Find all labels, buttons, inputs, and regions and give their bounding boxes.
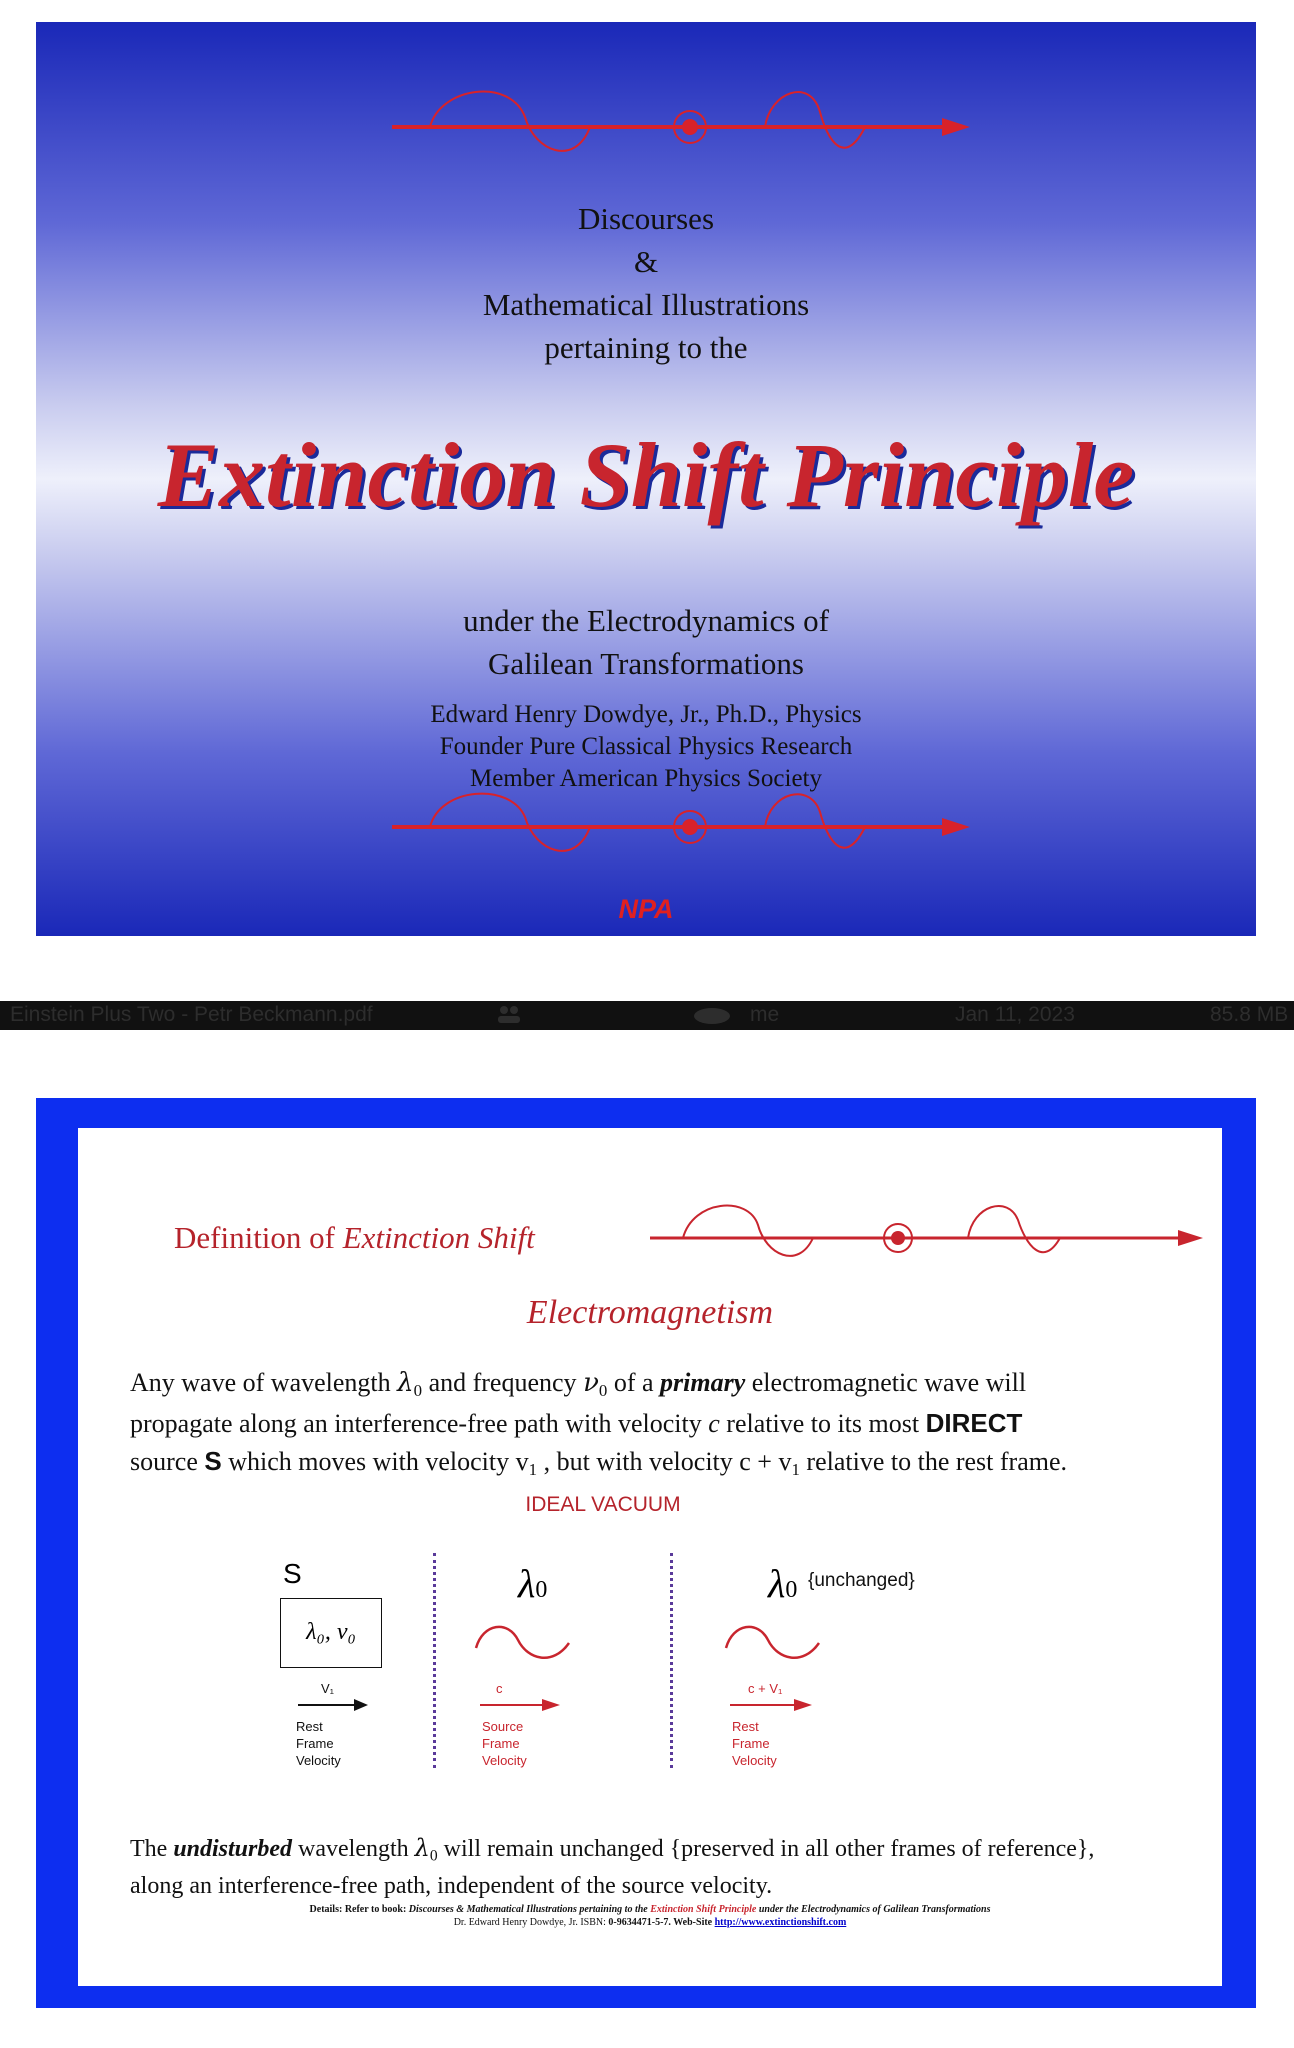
subscript-zero: 0 [785, 1577, 798, 1603]
subscript-one: 1 [791, 1460, 800, 1479]
text-fragment: source [130, 1447, 205, 1476]
c-plus-v1-arrow [730, 1698, 812, 1712]
heading-prefix: Definition of [174, 1220, 343, 1255]
author-name: Edward Henry Dowdye, Jr., Ph.D., Physics [430, 701, 862, 728]
text-fragment: electromagnetic wave will [745, 1368, 1027, 1397]
subscript-zero: 0 [598, 1381, 608, 1400]
text-fragment: relative to the rest frame. [799, 1447, 1068, 1476]
text-fragment: Refer to book: [342, 1904, 409, 1915]
label-line: Source [482, 1719, 524, 1734]
details-footnote [78, 1903, 1222, 1929]
c-plus-v-symbol: c + v [739, 1447, 792, 1476]
text-fragment: Extinction Shift Principle [650, 1904, 757, 1915]
footnote-line-2 [78, 1916, 1222, 1929]
text-fragment: will remain unchanged {preserved in all other frames of reference}, [437, 1836, 1095, 1862]
v1-arrow [298, 1698, 368, 1712]
rest-frame-label [296, 1718, 341, 1769]
source-letter: S [283, 1558, 302, 1589]
text-fragment: , but with velocity [537, 1447, 740, 1476]
details-label: Details: [309, 1904, 343, 1915]
c-symbol: c [708, 1409, 720, 1438]
direct-emphasis: DIRECT [925, 1408, 1023, 1438]
intro-line-4: pertaining to the [544, 330, 748, 365]
slide-heading [174, 1220, 535, 1256]
file-list-row[interactable] [0, 1001, 1294, 1030]
author-affiliation-2: Member American Physics Society [469, 765, 822, 792]
wave-emblem-slide2 [648, 1190, 1208, 1270]
owner-avatar-icon [692, 1004, 732, 1032]
label-line: Frame [296, 1736, 334, 1751]
isbn: 0-9634471-5-7. [608, 1917, 671, 1928]
primary-emphasis: primary [660, 1368, 746, 1397]
text-fragment: Any wave of wavelength [130, 1368, 398, 1397]
conclusion-line-2: along an interference-free path, independent of the source velocity. [130, 1873, 773, 1899]
text-fragment: relative to its most [719, 1409, 926, 1438]
label-line: Velocity [482, 1753, 527, 1768]
slide-content [78, 1128, 1222, 1986]
definition-line-1 [130, 1368, 1026, 1401]
label-line: Velocity [296, 1753, 341, 1768]
definition-line-3 [130, 1446, 1067, 1480]
lambda-symbol: λ [414, 1834, 430, 1862]
label-line: Frame [732, 1736, 770, 1751]
intro-line-3: Mathematical Illustrations [482, 287, 810, 322]
c-plus-v1-label: c + V₁ [748, 1681, 783, 1696]
subtitle-line-2: Galilean Transformations [488, 646, 804, 681]
wave-curve [723, 1618, 823, 1668]
title-slide [36, 22, 1256, 936]
publisher-label: NPA [618, 894, 674, 924]
nu-symbol: ν [583, 1368, 599, 1398]
file-modified-date: Jan 11, 2023 [955, 1003, 1075, 1026]
book-title: Extinction Shift Principle [157, 424, 1135, 526]
undisturbed-emphasis: undisturbed [173, 1836, 293, 1862]
v1-label: V₁ [321, 1681, 335, 1696]
wave-curve [473, 1618, 573, 1668]
text-fragment: under the Electrodynamics of Galilean Transformations [756, 1904, 991, 1915]
text-fragment: of a [607, 1368, 661, 1397]
file-owner: me [750, 1003, 780, 1026]
lambda-label [518, 1560, 547, 1607]
label-line: Rest [296, 1719, 323, 1734]
subscript-one: 1 [528, 1460, 538, 1479]
text-fragment: Dr. Edward Henry Dowdye, Jr. ISBN: [453, 1917, 609, 1928]
lambda-symbol: λ [768, 1561, 786, 1606]
c-arrow [480, 1698, 560, 1712]
text-fragment: Discourses & Mathematical Illustrations pertaining to the [408, 1904, 651, 1915]
text-fragment: propagate along an interference-free path with velocity [130, 1409, 709, 1438]
website-link[interactable]: http://www.extinctionshift.com [714, 1917, 847, 1928]
wave-emblem-bottom [390, 782, 970, 882]
text-fragment: wavelength [292, 1836, 415, 1862]
intro-line-2: & [633, 244, 659, 279]
subtitle-line-1: under the Electrodynamics of [463, 603, 829, 638]
subscript-zero: 0 [429, 1847, 438, 1865]
file-size: 85.8 MB [1210, 1003, 1289, 1026]
label-line: Frame [482, 1736, 520, 1751]
text-fragment: and frequency [422, 1368, 584, 1397]
definition-line-2 [130, 1408, 1022, 1439]
file-name[interactable]: Einstein Plus Two - Petr Beckmann.pdf [10, 1003, 373, 1026]
v-symbol: v [515, 1447, 529, 1476]
heading-italic: Extinction Shift [342, 1220, 535, 1255]
subscript-zero: 0 [413, 1381, 423, 1400]
text-fragment: The [130, 1836, 174, 1862]
label-line: Velocity [732, 1753, 777, 1768]
author-affiliation-1: Founder Pure Classical Physics Research [439, 733, 853, 760]
unchanged-note: {unchanged} [808, 1570, 915, 1591]
source-frame-label [482, 1718, 527, 1769]
source-s: S [204, 1446, 222, 1476]
section-title: Electromagnetism [526, 1294, 774, 1331]
dotted-divider [670, 1553, 673, 1768]
dotted-divider [433, 1553, 436, 1768]
ideal-vacuum-label: IDEAL VACUUM [525, 1493, 681, 1516]
definition-slide [36, 1098, 1256, 2008]
source-box: λ₀, ν₀ [280, 1598, 382, 1668]
lambda-symbol: λ [397, 1368, 414, 1398]
shared-icon [496, 1004, 522, 1030]
wave-emblem-top [390, 72, 970, 172]
subscript-zero: 0 [535, 1577, 548, 1603]
lambda-unchanged-label [768, 1560, 797, 1607]
rest-frame-label-2 [732, 1718, 777, 1769]
c-label: c [496, 1681, 503, 1696]
label-line: Rest [732, 1719, 759, 1734]
lambda-symbol: λ [518, 1561, 536, 1606]
intro-line-1: Discourses [577, 201, 715, 236]
text-fragment: which moves with velocity [221, 1447, 516, 1476]
text-fragment: Web-Site [670, 1917, 715, 1928]
footnote-line-1 [78, 1903, 1222, 1916]
conclusion-line-1 [130, 1834, 1094, 1866]
